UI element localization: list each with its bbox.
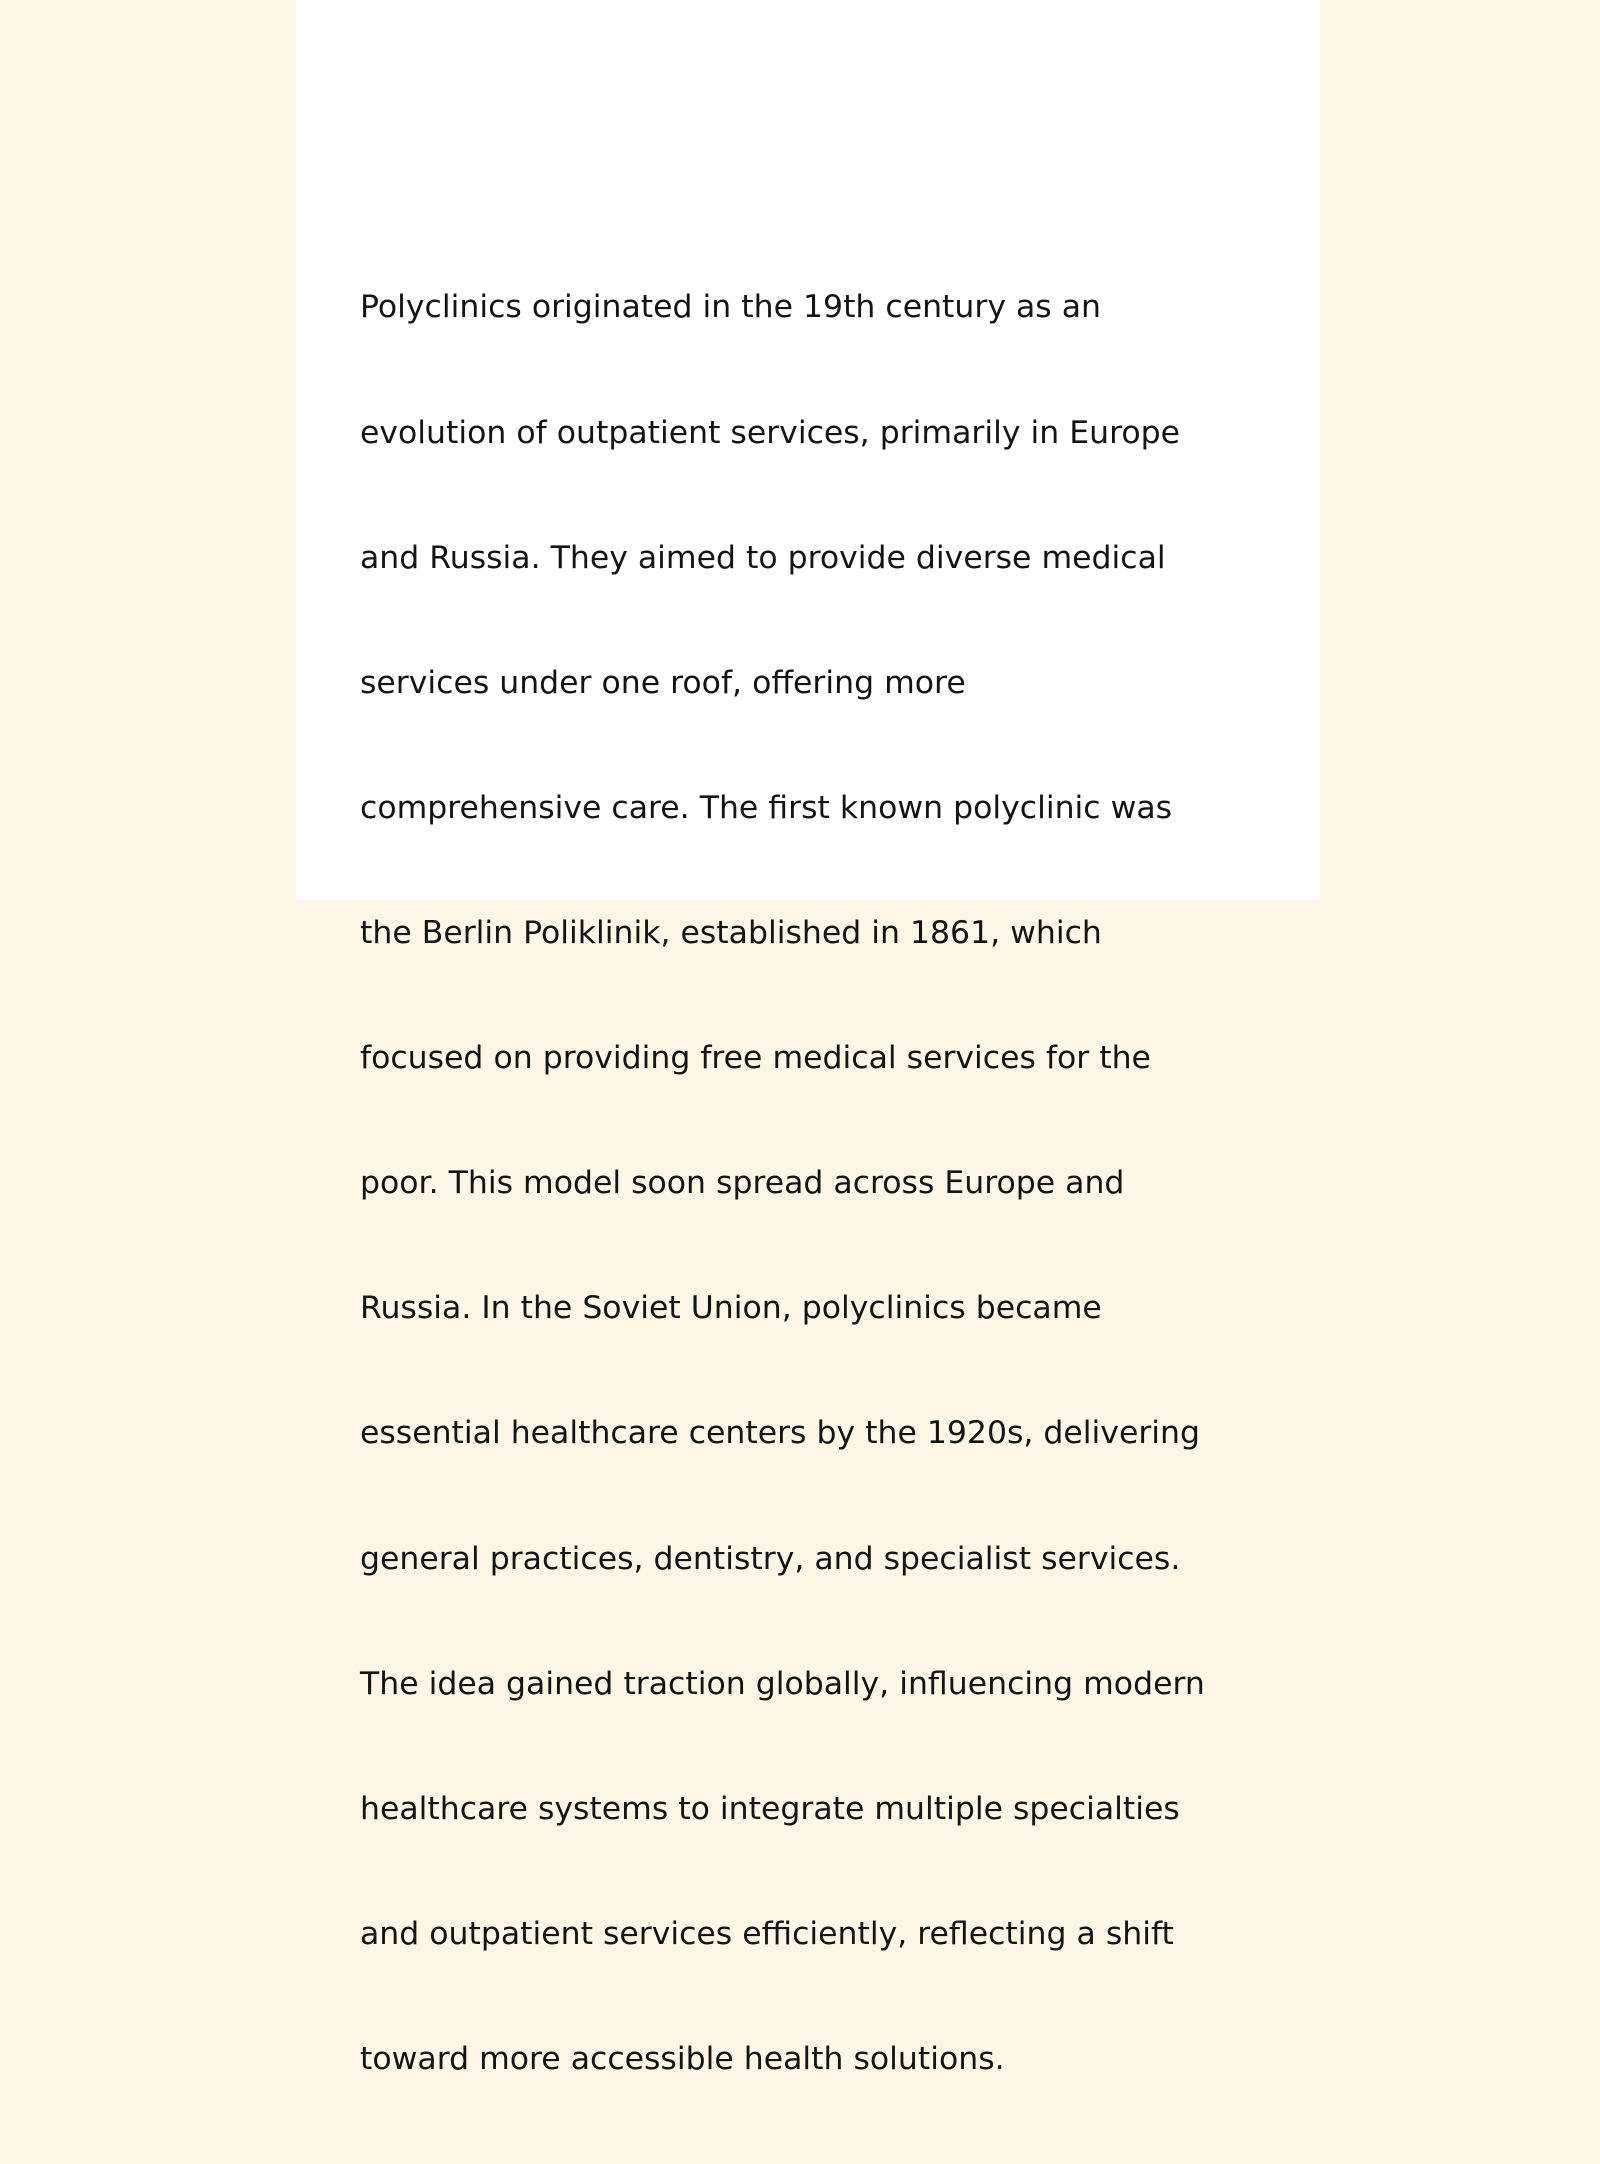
paragraph-line: services under one roof, offering more	[360, 664, 966, 701]
paragraph-line: Russia. In the Soviet Union, polyclinics became	[360, 1290, 1102, 1327]
paragraph-line: poor. This model soon spread across Europe and	[360, 1165, 1125, 1202]
paragraph-line: Polyclinics originated in the 19th century as an	[360, 289, 1101, 326]
paragraph-line: evolution of outpatient services, primarily in Europe	[360, 414, 1180, 451]
body-paragraph	[360, 204, 1240, 2164]
paragraph-line: focused on providing free medical services for the	[360, 1040, 1151, 1077]
paragraph-line: and outpatient services efficiently, reflecting a shift	[360, 1915, 1174, 1952]
paragraph-line: toward more accessible health solutions.	[360, 2040, 1005, 2077]
paragraph-line: general practices, dentistry, and specialist services.	[360, 1540, 1181, 1577]
paragraph-line: comprehensive care. The first known polyclinic was	[360, 789, 1173, 826]
paragraph-line: The idea gained traction globally, influencing modern	[360, 1665, 1205, 1702]
paragraph-line: essential healthcare centers by the 1920s, delivering	[360, 1415, 1200, 1452]
paragraph-line: and Russia. They aimed to provide diverse medical	[360, 539, 1166, 576]
paragraph-line: healthcare systems to integrate multiple specialties	[360, 1790, 1180, 1827]
paragraph-line: the Berlin Poliklinik, established in 1861, which	[360, 914, 1102, 951]
document-page	[296, 0, 1320, 2077]
